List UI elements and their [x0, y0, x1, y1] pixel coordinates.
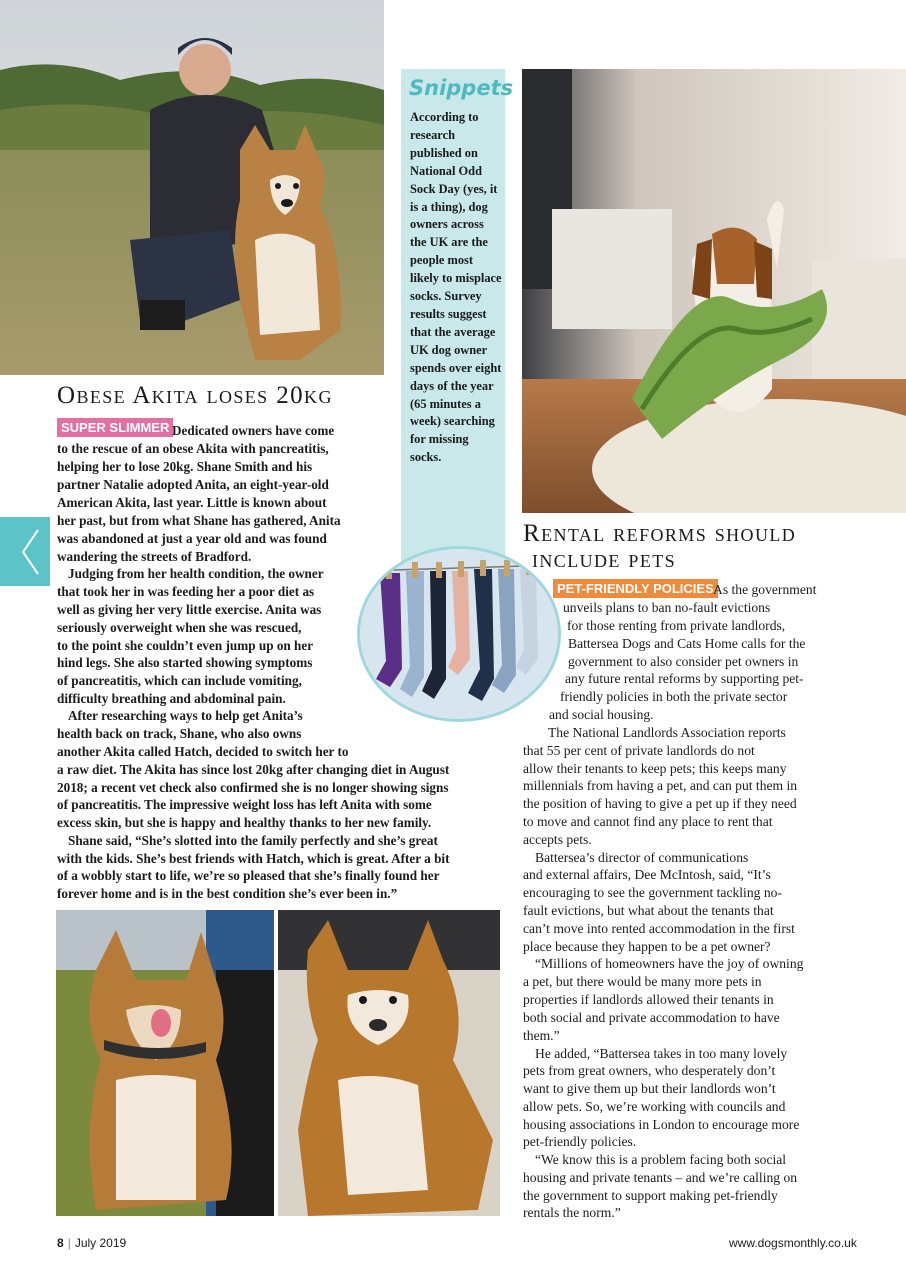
- article-line: “Millions of homeowners have the joy of owning: [535, 956, 804, 971]
- footer-url[interactable]: www.dogsmonthly.co.uk: [729, 1236, 857, 1250]
- article-line: fault evictions, but what about the tenants that: [523, 903, 774, 918]
- article-line: As the government: [713, 582, 817, 597]
- footer-page-info: 8 | July 2019: [57, 1236, 127, 1250]
- article-line: 2018; a recent vet check also confirmed she is no longer showing signs: [57, 780, 449, 795]
- article-line: both social and private accommodation to have: [523, 1010, 780, 1025]
- article-line: them.”: [523, 1028, 560, 1043]
- article-line: to the point she couldn’t even jump up on her: [57, 638, 314, 653]
- article-line: housing associations in London to encourage more: [523, 1117, 800, 1132]
- article-line: to the rescue of an obese Akita with pancreatitis,: [57, 441, 329, 456]
- article-line: the position of having to give a pet up if they need: [523, 796, 797, 811]
- rental-headline-line1: Rental reforms should: [523, 520, 797, 547]
- issue-date: July 2019: [74, 1236, 127, 1250]
- article-line: health back on track, Shane, who also owns: [57, 726, 302, 741]
- pet-friendly-policies-tag: PET-FRIENDLY POLICIES: [553, 579, 718, 598]
- super-slimmer-tag: SUPER SLIMMER: [57, 418, 173, 437]
- article-line: unveils plans to ban no-fault evictions: [563, 600, 771, 615]
- rental-headline-line2: include pets: [532, 546, 677, 573]
- article-line: a raw diet. The Akita has since lost 20kg after changing diet in August: [57, 762, 450, 777]
- article-line: for those renting from private landlords,: [567, 618, 786, 633]
- snippets-title: Snippets: [409, 76, 514, 100]
- article-line: want to give them up but their landlords won’t: [523, 1081, 776, 1096]
- article-line: friendly policies in both the private sector: [560, 689, 788, 704]
- article-line: to move and cannot find any place to rent that: [523, 814, 773, 829]
- article-line: American Akita, last year. Little is known about: [57, 495, 327, 510]
- article-line: seriously overweight when she was rescued,: [57, 620, 302, 635]
- article-line: accepts pets.: [523, 832, 592, 847]
- akita-headline: Obese Akita loses 20kg: [57, 382, 333, 409]
- article-line: forever home and is in the best condition she’s ever been in.”: [57, 886, 398, 901]
- article-line: Dedicated owners have come: [172, 423, 335, 438]
- article-line: excess skin, but she is happy and healthy thanks to her new family.: [57, 815, 432, 830]
- photo-beagle-with-toy: [522, 69, 906, 513]
- article-line: can’t move into rented accommodation in the first: [523, 921, 795, 936]
- photo-man-with-akita: [0, 0, 384, 375]
- article-line: rentals the norm.”: [523, 1205, 621, 1220]
- article-line: that took her in was feeding her a poor diet as: [57, 584, 315, 599]
- article-line: He added, “Battersea takes in too many lovely: [535, 1046, 788, 1061]
- article-line: properties if landlords allowed their tenants in: [523, 992, 774, 1007]
- article-line: After researching ways to help get Anita’s: [68, 708, 303, 723]
- article-line: allow pets. So, we’re working with councils and: [523, 1099, 786, 1114]
- article-line: government to also consider pet owners in: [568, 654, 799, 669]
- photo-akita-outdoors: [56, 910, 274, 1216]
- article-line: a pet, but there would be many more pets in: [523, 974, 762, 989]
- article-line: Judging from her health condition, the owner: [68, 566, 324, 581]
- article-line: was abandoned at just a year old and was found: [57, 531, 327, 546]
- article-line: and social housing.: [549, 707, 654, 722]
- article-line: pets from great owners, who desperately don’t: [523, 1063, 776, 1078]
- photo-akita-lying-indoors: [278, 910, 500, 1216]
- article-line: “We know this is a problem facing both social: [535, 1152, 787, 1167]
- snippets-text: According to research published on National Odd Sock Day (yes, it is a thing), dog owners across the UK are the people most likely to misplace socks. Survey results suggest that the average UK dog owner spends over eight days of the year (65 minutes a week) searching for missing socks.: [410, 110, 502, 465]
- article-line: millennials from having a pet, and can put them in: [523, 778, 798, 793]
- article-line: The National Landlords Association reports: [548, 725, 786, 740]
- article-line: the government to support making pet-friendly: [523, 1188, 778, 1203]
- photo-socks-on-line: [357, 546, 561, 722]
- article-line: hind legs. She also started showing symptoms: [57, 655, 313, 670]
- article-line: her past, but from what Shane has gathered, Anita: [57, 513, 341, 528]
- article-line: difficulty breathing and abdominal pain.: [57, 691, 286, 706]
- page-number: 8: [57, 1236, 64, 1250]
- article-line: of a wobbly start to life, we’re so pleased that she’s finally found her: [57, 868, 440, 883]
- article-line: of pancreatitis. The impressive weight loss has left Anita with some: [57, 797, 432, 812]
- article-line: with the kids. She’s best friends with Hatch, which is great. After a bit: [57, 851, 450, 866]
- article-line: housing and private tenants – and we’re calling on: [523, 1170, 798, 1185]
- article-line: Shane said, “She’s slotted into the family perfectly and she’s great: [68, 833, 438, 848]
- article-line: well as giving her very little exercise. Anita was: [57, 602, 322, 617]
- article-line: another Akita called Hatch, decided to switch her to: [57, 744, 349, 759]
- chevron-left-icon[interactable]: [20, 528, 40, 576]
- article-line: helping her to lose 20kg. Shane Smith and his: [57, 459, 313, 474]
- article-line: pet-friendly policies.: [523, 1134, 637, 1149]
- article-line: that 55 per cent of private landlords do not: [523, 743, 755, 758]
- article-line: any future rental reforms by supporting pet-: [565, 671, 804, 686]
- article-line: place because they happen to be a pet owner?: [523, 939, 771, 954]
- article-line: Battersea Dogs and Cats Home calls for the: [568, 636, 806, 651]
- article-line: partner Natalie adopted Anita, an eight-year-old: [57, 477, 329, 492]
- article-line: allow their tenants to keep pets; this keeps many: [523, 761, 787, 776]
- article-line: of pancreatitis, which can include vomiting,: [57, 673, 302, 688]
- article-line: wandering the streets of Bradford.: [57, 549, 252, 564]
- article-line: Battersea’s director of communications: [535, 850, 749, 865]
- article-line: and external affairs, Dee McIntosh, said, “It’s: [523, 867, 771, 882]
- article-line: encouraging to see the government tackling no-: [523, 885, 782, 900]
